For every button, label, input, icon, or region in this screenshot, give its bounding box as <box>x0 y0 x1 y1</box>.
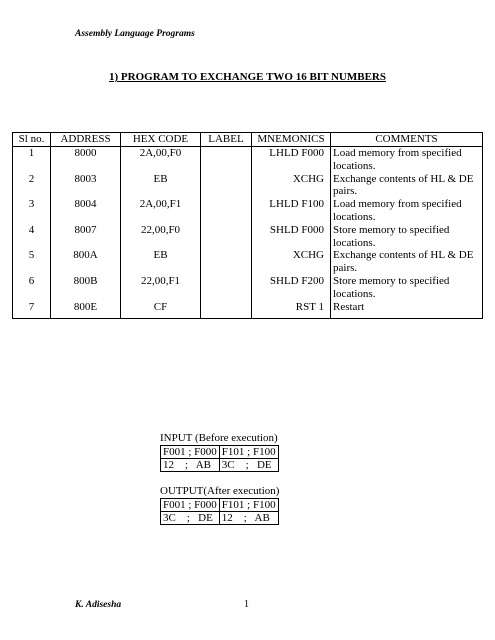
cell-label <box>201 249 252 275</box>
cell-hexcode: 2A,00,F0 <box>121 147 201 173</box>
col-header-label: LABEL <box>201 133 252 147</box>
cell-label <box>201 224 252 250</box>
table-row <box>13 198 483 224</box>
table-row <box>13 224 483 250</box>
cell-hexcode: 22,00,F0 <box>121 224 201 250</box>
cell-address: 8000 <box>51 147 121 173</box>
col-header-mnemonics: MNEMONICS <box>252 133 331 147</box>
program-table <box>12 132 483 319</box>
table-row <box>13 275 483 301</box>
program-title: 1) PROGRAM TO EXCHANGE TWO 16 BIT NUMBERS <box>109 71 386 83</box>
cell-label <box>201 173 252 199</box>
cell-hexcode: 22,00,F1 <box>121 275 201 301</box>
col-header-address: ADDRESS <box>51 133 121 147</box>
input-value-cell: 12 ; AB <box>161 459 220 472</box>
cell-hexcode: EB <box>121 173 201 199</box>
cell-comment: Restart <box>331 301 483 319</box>
input-section <box>160 432 279 472</box>
cell-slno: 7 <box>13 301 51 319</box>
input-value-row <box>161 459 279 472</box>
cell-label <box>201 198 252 224</box>
cell-label <box>201 275 252 301</box>
output-section <box>160 485 279 525</box>
cell-label <box>201 301 252 319</box>
output-value-cell: 3C ; DE <box>161 512 220 525</box>
cell-address: 8007 <box>51 224 121 250</box>
running-header: Assembly Language Programs <box>75 29 195 39</box>
cell-mnemonic: RST 1 <box>252 301 331 319</box>
cell-mnemonic: SHLD F200 <box>252 275 331 301</box>
table-row <box>13 147 483 173</box>
cell-mnemonic: XCHG <box>252 173 331 199</box>
output-header-row <box>161 499 279 512</box>
page-number: 1 <box>244 599 249 610</box>
input-caption: INPUT (Before execution) <box>160 432 278 444</box>
input-header-cell: F101 ; F100 <box>219 446 278 459</box>
table-row <box>13 249 483 275</box>
footer-author: K. Adisesha <box>75 600 122 610</box>
cell-slno: 2 <box>13 173 51 199</box>
cell-hexcode: 2A,00,F1 <box>121 198 201 224</box>
cell-comment: Load memory from specified locations. <box>331 147 483 173</box>
cell-address: 800E <box>51 301 121 319</box>
cell-comment: Exchange contents of HL & DE pairs. <box>331 173 483 199</box>
cell-address: 8003 <box>51 173 121 199</box>
output-header-cell: F101 ; F100 <box>219 499 278 512</box>
cell-address: 800A <box>51 249 121 275</box>
cell-mnemonic: SHLD F000 <box>252 224 331 250</box>
cell-slno: 5 <box>13 249 51 275</box>
cell-comment: Load memory from specified locations. <box>331 198 483 224</box>
table-header-row <box>13 133 483 147</box>
cell-slno: 4 <box>13 224 51 250</box>
cell-address: 8004 <box>51 198 121 224</box>
output-caption: OUTPUT(After execution) <box>160 485 280 497</box>
cell-comment: Exchange contents of HL & DE pairs. <box>331 249 483 275</box>
cell-hexcode: CF <box>121 301 201 319</box>
output-header-cell: F001 ; F000 <box>161 499 220 512</box>
cell-hexcode: EB <box>121 249 201 275</box>
input-header-row <box>161 446 279 459</box>
input-table <box>160 445 279 472</box>
cell-address: 800B <box>51 275 121 301</box>
cell-comment: Store memory to specified locations. <box>331 224 483 250</box>
input-header-cell: F001 ; F000 <box>161 446 220 459</box>
table-row <box>13 173 483 199</box>
col-header-slno: Sl no. <box>13 133 51 147</box>
output-value-cell: 12 ; AB <box>219 512 278 525</box>
cell-mnemonic: XCHG <box>252 249 331 275</box>
table-row <box>13 301 483 319</box>
cell-comment: Store memory to specified locations. <box>331 275 483 301</box>
col-header-comments: COMMENTS <box>331 133 483 147</box>
cell-label <box>201 147 252 173</box>
col-header-hexcode: HEX CODE <box>121 133 201 147</box>
output-value-row <box>161 512 279 525</box>
input-value-cell: 3C ; DE <box>219 459 278 472</box>
cell-mnemonic: LHLD F100 <box>252 198 331 224</box>
output-table <box>160 498 279 525</box>
cell-slno: 1 <box>13 147 51 173</box>
cell-mnemonic: LHLD F000 <box>252 147 331 173</box>
cell-slno: 3 <box>13 198 51 224</box>
cell-slno: 6 <box>13 275 51 301</box>
